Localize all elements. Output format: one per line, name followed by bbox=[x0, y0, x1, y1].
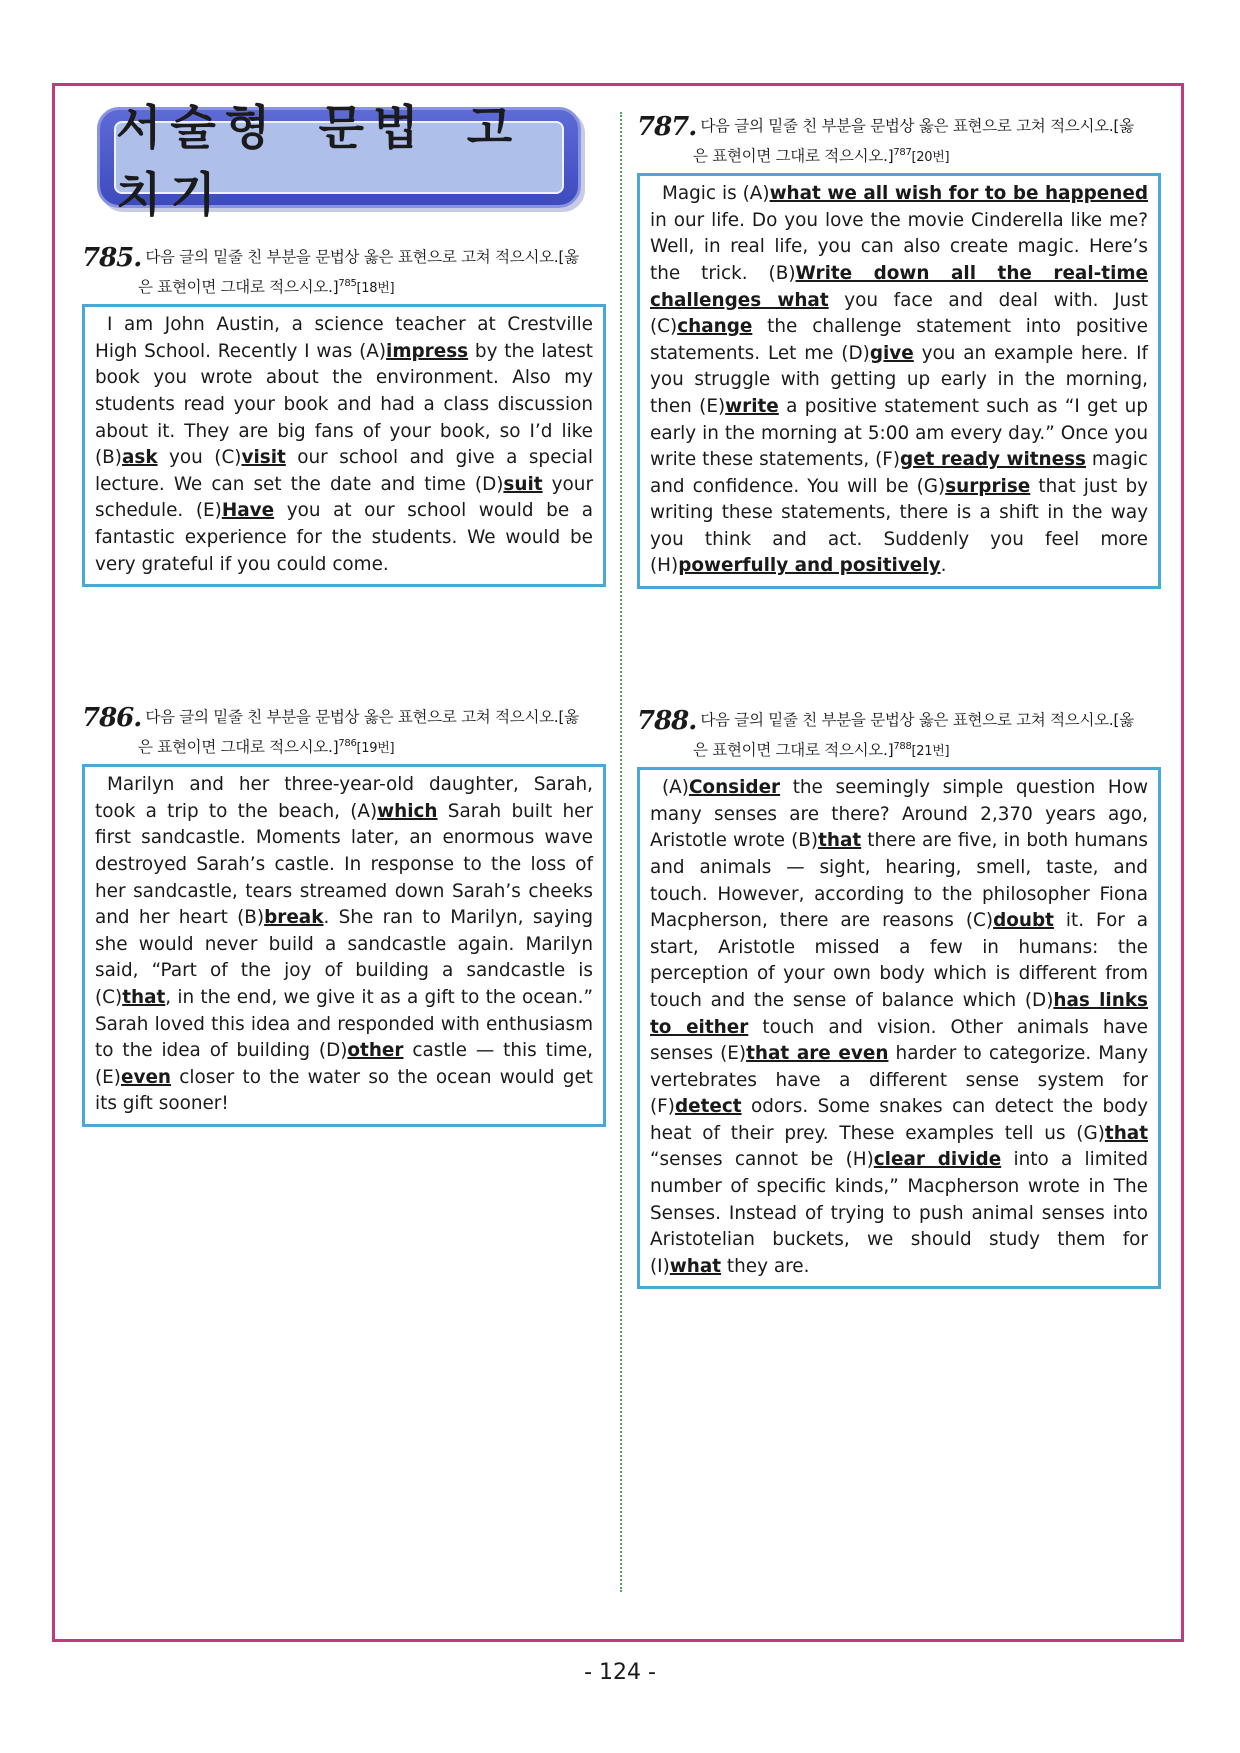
source-code: 785 bbox=[338, 278, 357, 289]
passage-text: a positive statement such as “I get up early in the morning at 5:00 am every day.” Once you write these statements, (F) bbox=[650, 395, 1148, 471]
passage-text: it. For a start, Aristotle missed a few in humans: the perception of your own body which is different from touch and the sense of balance which (D) bbox=[650, 910, 1148, 1011]
underlined-expression: even bbox=[120, 1066, 172, 1088]
underlined-expression: clear divide bbox=[873, 1149, 1002, 1171]
passage-text: by the latest book you wrote about the environment. Also my students read your book and had a class discussion about it. They are big fans of your book, so I’d like (B) bbox=[95, 340, 593, 469]
passage-text: you at our school would be a fantastic experience for the students. We would be very grateful if you could come. bbox=[95, 500, 593, 575]
passage-text: touch and vision. Other animals have senses (E) bbox=[650, 1016, 1148, 1065]
title-banner bbox=[97, 100, 581, 223]
question-instruction: 다음 글의 밑줄 친 부분을 문법상 옳은 표현으로 고쳐 적으시오.[옳 bbox=[700, 117, 1134, 135]
underlined-expression: that are even bbox=[746, 1043, 889, 1065]
question-instruction: 다음 글의 밑줄 친 부분을 문법상 옳은 표현으로 고쳐 적으시오.[옳 bbox=[145, 248, 579, 266]
underlined-expression: what we all wish for to be happened bbox=[769, 183, 1148, 205]
question-reference: [18번] bbox=[356, 281, 395, 297]
passage-text: the challenge statement into positive statements. Let me (D) bbox=[650, 316, 1148, 364]
underlined-expression: what bbox=[669, 1255, 722, 1277]
question-header bbox=[82, 245, 606, 271]
passage-box bbox=[82, 304, 606, 587]
question-reference: [21번] bbox=[911, 744, 950, 760]
question-instruction-line2: 은 표현이면 그대로 적으시오.]$^{788}$[21번] bbox=[693, 741, 950, 760]
underlined-expression: detect bbox=[674, 1096, 742, 1118]
page-title: 서술형 문법 고치기 bbox=[116, 100, 522, 223]
underlined-expression: break bbox=[264, 907, 324, 929]
underlined-expression: visit bbox=[241, 447, 286, 469]
passage-text: (A) bbox=[662, 777, 689, 799]
source-code: 788 bbox=[893, 741, 912, 752]
underlined-expression: powerfully and positively bbox=[678, 555, 941, 577]
underlined-expression: that bbox=[818, 830, 862, 852]
underlined-expression: impress bbox=[386, 340, 469, 362]
source-code: 787 bbox=[893, 147, 912, 158]
passage-text: “senses cannot be (H) bbox=[650, 1149, 874, 1171]
passage-text: Marilyn and her three-year-old daughter, Sarah, took a trip to the beach, (A) bbox=[95, 774, 593, 822]
passage-box bbox=[82, 764, 606, 1127]
passage-text: our school and give a special lecture. We can set the date and time (D) bbox=[95, 447, 593, 495]
question-number: 786. bbox=[82, 703, 142, 733]
question-instruction-line2: 은 표현이면 그대로 적으시오.]$^{787}$[20번] bbox=[693, 147, 950, 166]
passage-text: harder to categorize. Many vertebrates have a different sense system for (F) bbox=[650, 1043, 1148, 1118]
passage-text: Sarah built her first sandcastle. Moments later, an enormous wave destroyed Sarah’s castle. In response to the loss of her sandcastle, tears streamed down Sarah’s cheeks and her heart (B) bbox=[95, 800, 593, 929]
underlined-expression: write bbox=[725, 395, 779, 417]
passage-text: there are five, in both humans and animals — sight, hearing, smell, taste, and touch. However, according to the philosopher Fiona Macpherson, there are reasons (C) bbox=[650, 830, 1148, 932]
question-reference: [20번] bbox=[911, 150, 950, 166]
question-788 bbox=[637, 708, 1161, 1289]
underlined-expression: suit bbox=[503, 473, 543, 495]
passage-text: I am John Austin, a science teacher at Crestville High School. Recently I was (A) bbox=[95, 314, 593, 362]
underlined-expression: Write down all the real-time challenges what bbox=[650, 262, 1149, 311]
underlined-expression: surprise bbox=[945, 475, 1031, 497]
passage-text: you an example here. If you struggle with getting up early in the morning, then (E) bbox=[650, 342, 1148, 417]
question-reference: [19번] bbox=[356, 741, 395, 757]
question-number: 785. bbox=[82, 243, 142, 273]
passage-text: . She ran to Marilyn, saying she would never build a sandcastle again. Marilyn said, “Part of the joy of building a sandcastle is (C) bbox=[95, 907, 593, 1008]
passage-text: Magic is (A) bbox=[662, 183, 770, 205]
question-header bbox=[637, 708, 1161, 734]
passage-text: , in the end, we give it as a gift to the ocean.” Sarah loved this idea and responded with enthusiasm to the idea of building (D) bbox=[95, 986, 593, 1062]
page-number: - 124 - bbox=[584, 1660, 656, 1685]
question-number: 787. bbox=[637, 112, 697, 142]
passage-text: they are. bbox=[721, 1255, 810, 1277]
passage-text: you face and deal with. Just (C) bbox=[650, 289, 1148, 338]
question-instruction: 다음 글의 밑줄 친 부분을 문법상 옳은 표현으로 고쳐 적으시오.[옳 bbox=[145, 708, 579, 726]
passage-text: closer to the water so the ocean would get its gift sooner! bbox=[95, 1066, 593, 1115]
question-787 bbox=[637, 114, 1161, 589]
underlined-expression: get ready witness bbox=[900, 449, 1087, 471]
underlined-expression: ask bbox=[121, 447, 158, 469]
passage-box bbox=[637, 767, 1161, 1289]
underlined-expression: that bbox=[1104, 1122, 1148, 1144]
question-header bbox=[82, 705, 606, 731]
question-number: 788. bbox=[637, 706, 697, 736]
question-785 bbox=[82, 245, 606, 587]
passage-text: odors. Some snakes can detect the body heat of their prey. These examples tell us (G) bbox=[650, 1096, 1148, 1144]
question-header bbox=[637, 114, 1161, 140]
underlined-expression: that bbox=[122, 986, 166, 1008]
source-code: 786 bbox=[338, 738, 357, 749]
question-instruction-line2: 은 표현이면 그대로 적으시오.]$^{785}$[18번] bbox=[138, 278, 395, 297]
question-instruction-line2: 은 표현이면 그대로 적으시오.]$^{786}$[19번] bbox=[138, 738, 395, 757]
underlined-expression: has links to either bbox=[650, 989, 1148, 1038]
passage-text: into a limited number of specific kinds,” Macpherson wrote in The Senses. Instead of trying to push animal senses into Aristotelian buckets, we should study them for (I) bbox=[650, 1149, 1148, 1277]
passage-text: magic and confidence. You will be (G) bbox=[650, 449, 1148, 497]
passage-text: castle — this time, (E) bbox=[95, 1040, 594, 1088]
passage-text: the seemingly simple question How many senses are there? Around 2,370 years ago, Aristotle wrote (B) bbox=[650, 777, 1148, 852]
underlined-expression: Consider bbox=[688, 777, 781, 799]
question-786 bbox=[82, 705, 606, 1127]
passage-text: . bbox=[940, 555, 947, 577]
underlined-expression: change bbox=[677, 316, 753, 338]
underlined-expression: doubt bbox=[993, 910, 1054, 932]
title-panel bbox=[114, 100, 564, 223]
underlined-expression: give bbox=[869, 342, 914, 364]
passage-text: your schedule. (E) bbox=[95, 473, 593, 522]
question-instruction: 다음 글의 밑줄 친 부분을 문법상 옳은 표현으로 고쳐 적으시오.[옳 bbox=[700, 711, 1134, 729]
underlined-expression: which bbox=[377, 800, 438, 822]
passage-text: in our life. Do you love the movie Cinderella like me? Well, in real life, you can also create magic. Here’s the trick. (B) bbox=[650, 209, 1148, 284]
underlined-expression: other bbox=[347, 1040, 404, 1062]
underlined-expression: Have bbox=[221, 500, 275, 522]
column-divider bbox=[620, 112, 622, 1592]
passage-text: that just by writing these statements, there is a shift in the way you think and act. Suddenly you feel more (H) bbox=[650, 475, 1148, 577]
passage-text: you (C) bbox=[157, 447, 242, 469]
passage-box bbox=[637, 173, 1161, 589]
